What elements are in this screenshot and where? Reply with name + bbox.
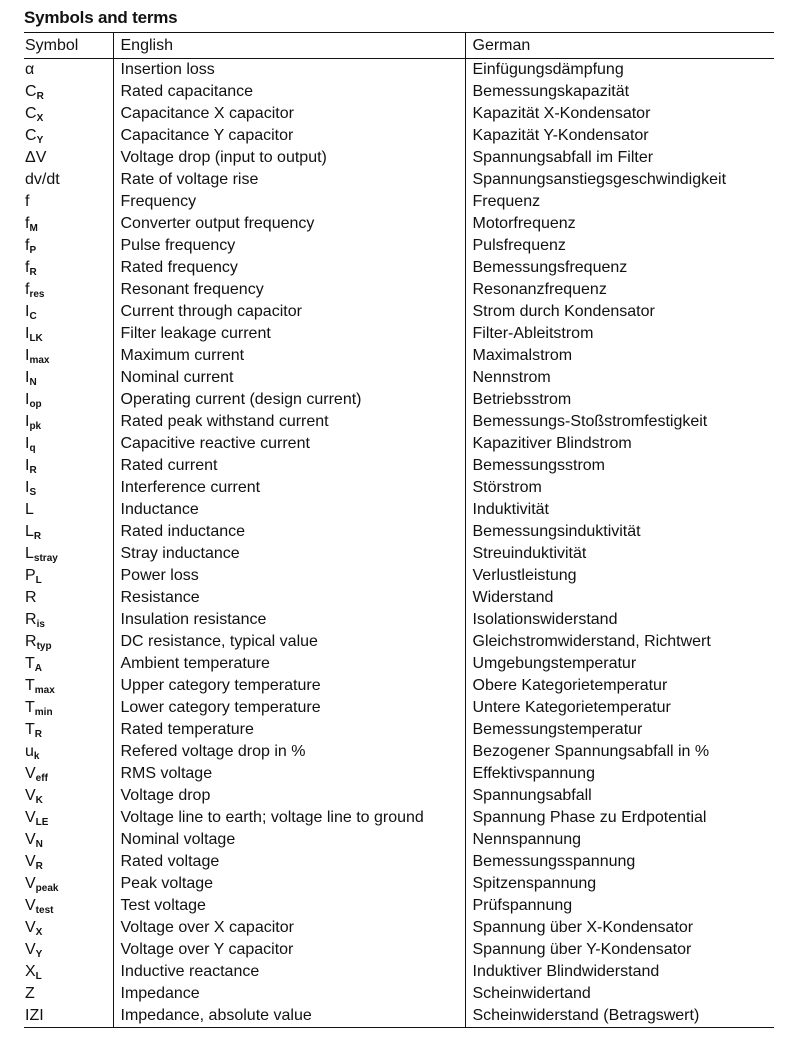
symbol-main: Z [25,985,35,1002]
english-term: Insulation resistance [113,609,465,631]
german-term: Nennspannung [465,829,774,851]
table-row [24,499,774,521]
german-term: Bemessungstemperatur [465,719,774,741]
symbol-cell [24,785,113,807]
table-row [24,389,774,411]
symbol-cell [24,345,113,367]
table-row [24,587,774,609]
page-title: Symbols and terms [24,8,178,27]
english-term: Operating current (design current) [113,389,465,411]
symbol-main: V [25,897,36,914]
symbol-main: α [25,61,35,78]
symbol-cell [24,851,113,873]
english-term: Voltage over Y capacitor [113,939,465,961]
table-row [24,829,774,851]
symbol-main: f [25,259,30,276]
german-term: Kapazität Y-Kondensator [465,125,774,147]
table-row [24,653,774,675]
german-term: Untere Kategorietemperatur [465,697,774,719]
symbol-main: V [25,941,36,958]
symbol-subscript: N [29,377,37,388]
symbol-main: ΔV [25,149,47,166]
table-row [24,477,774,499]
symbol-cell [24,191,113,213]
symbol-cell [24,983,113,1005]
table-row [24,169,774,191]
english-term: Interference current [113,477,465,499]
symbol-cell [24,125,113,147]
table-row [24,763,774,785]
symbol-main: C [25,105,37,122]
symbol-cell [24,719,113,741]
german-term: Gleichstromwiderstand, Richtwert [465,631,774,653]
symbol-subscript: M [29,223,38,234]
english-term: Capacitance X capacitor [113,103,465,125]
symbol-cell [24,961,113,983]
symbol-subscript: R [35,861,43,872]
german-term: Nennstrom [465,367,774,389]
table-row [24,785,774,807]
german-term: Bemessungs-Stoßstromfestigkeit [465,411,774,433]
english-term: Inductive reactance [113,961,465,983]
german-term: Störstrom [465,477,774,499]
english-term: Rated peak withstand current [113,411,465,433]
table-row [24,697,774,719]
german-term: Obere Kategorietemperatur [465,675,774,697]
symbol-subscript: LE [35,817,49,828]
english-term: Rated current [113,455,465,477]
symbol-cell [24,873,113,895]
english-term: Pulse frequency [113,235,465,257]
symbol-cell [24,455,113,477]
english-term: Filter leakage current [113,323,465,345]
english-term: Peak voltage [113,873,465,895]
symbol-subscript: R [29,267,37,278]
table-body [24,59,774,1028]
symbol-cell [24,565,113,587]
symbol-cell [24,169,113,191]
symbol-main: I [25,347,30,364]
english-term: Ambient temperature [113,653,465,675]
symbol-cell [24,367,113,389]
symbol-subscript: stray [33,553,58,564]
german-term: Spitzenspannung [465,873,774,895]
german-term: Verlustleistung [465,565,774,587]
symbol-cell [24,235,113,257]
symbol-subscript: peak [35,883,59,894]
english-term: DC resistance, typical value [113,631,465,653]
english-term: Resistance [113,587,465,609]
english-term: Impedance, absolute value [113,1005,465,1028]
symbol-main: V [25,919,36,936]
symbol-subscript: test [35,905,54,916]
symbol-main: L [25,545,34,562]
symbol-cell [24,741,113,763]
symbol-cell [24,323,113,345]
english-term: Rated inductance [113,521,465,543]
symbol-main: I [25,479,30,496]
symbol-main: T [25,699,35,716]
table-row [24,543,774,565]
german-term: Kapazität X-Kondensator [465,103,774,125]
english-term: Insertion loss [113,59,465,82]
german-term: Strom durch Kondensator [465,301,774,323]
symbol-main: T [25,721,35,738]
symbol-cell [24,103,113,125]
table-row [24,367,774,389]
table-row [24,873,774,895]
german-term: Bemessungsspannung [465,851,774,873]
symbol-cell [24,917,113,939]
symbol-main: R [25,611,37,628]
symbol-subscript: C [29,311,37,322]
german-term: Spannung über X-Kondensator [465,917,774,939]
table-row [24,323,774,345]
table-row [24,103,774,125]
symbol-main: T [25,655,35,672]
symbol-main: I [25,303,30,320]
german-term: Filter-Ableitstrom [465,323,774,345]
header-german: German [465,33,774,59]
symbol-main: u [25,743,34,760]
german-term: Kapazitiver Blindstrom [465,433,774,455]
symbol-subscript: max [29,355,50,366]
english-term: Voltage line to earth; voltage line to ground [113,807,465,829]
german-term: Maximalstrom [465,345,774,367]
german-term: Spannungsabfall im Filter [465,147,774,169]
symbol-cell [24,653,113,675]
symbol-subscript: A [34,663,43,674]
table-row [24,609,774,631]
english-term: Voltage over X capacitor [113,917,465,939]
table-row [24,455,774,477]
symbol-main: L [25,523,34,540]
table-row [24,59,774,82]
symbol-subscript: S [29,487,37,498]
table-row [24,895,774,917]
english-term: Current through capacitor [113,301,465,323]
german-term: Streuinduktivität [465,543,774,565]
english-term: Rated frequency [113,257,465,279]
symbol-subscript: q [29,443,36,454]
english-term: Impedance [113,983,465,1005]
english-term: Lower category temperature [113,697,465,719]
table-row [24,257,774,279]
german-term: Motorfrequenz [465,213,774,235]
symbol-cell [24,587,113,609]
symbol-cell [24,411,113,433]
symbol-cell [24,499,113,521]
german-term: Bemessungskapazität [465,81,774,103]
english-term: Rated voltage [113,851,465,873]
symbol-subscript: R [36,91,44,102]
symbol-main: V [25,875,36,892]
table-row [24,961,774,983]
symbol-cell [24,213,113,235]
table-row [24,345,774,367]
symbol-subscript: Y [35,949,43,960]
symbol-subscript: LK [29,333,43,344]
symbol-main: X [25,963,36,980]
table-row [24,917,774,939]
symbol-cell [24,631,113,653]
symbol-subscript: X [36,113,44,124]
english-term: Resonant frequency [113,279,465,301]
symbol-subscript: min [34,707,53,718]
table-row [24,1005,774,1028]
symbol-main: V [25,853,36,870]
table-row [24,235,774,257]
symbol-cell [24,543,113,565]
symbol-subscript: N [35,839,43,850]
german-term: Spannung über Y-Kondensator [465,939,774,961]
symbol-cell [24,829,113,851]
english-term: Rated capacitance [113,81,465,103]
german-term: Resonanzfrequenz [465,279,774,301]
symbol-subscript: R [29,465,37,476]
english-term: Nominal current [113,367,465,389]
symbol-cell [24,521,113,543]
english-term: Converter output frequency [113,213,465,235]
header-row [24,33,774,59]
english-term: Frequency [113,191,465,213]
german-term: Widerstand [465,587,774,609]
english-term: Rate of voltage rise [113,169,465,191]
symbol-subscript: res [29,289,45,300]
symbol-subscript: eff [35,773,48,784]
symbol-main: V [25,831,36,848]
symbol-main: L [25,501,34,518]
symbol-cell [24,59,113,82]
symbol-main: V [25,809,36,826]
table-row [24,851,774,873]
german-term: Bemessungsfrequenz [465,257,774,279]
table-row [24,521,774,543]
german-term: Induktiver Blindwiderstand [465,961,774,983]
symbol-main: V [25,765,36,782]
english-term: Nominal voltage [113,829,465,851]
english-term: RMS voltage [113,763,465,785]
symbol-main: I [25,369,30,386]
symbol-subscript: L [35,575,42,586]
symbol-subscript: K [35,795,43,806]
symbol-subscript: P [29,245,37,256]
german-term: Frequenz [465,191,774,213]
symbol-main: I [25,413,30,430]
symbol-cell [24,477,113,499]
table-row [24,983,774,1005]
symbol-cell [24,939,113,961]
symbol-subscript: is [36,619,45,630]
german-term: Effektivspannung [465,763,774,785]
symbol-cell [24,609,113,631]
table-row [24,741,774,763]
table-row [24,301,774,323]
header-symbol: Symbol [24,33,113,59]
table-row [24,213,774,235]
symbol-main: IZI [25,1007,44,1024]
english-term: Power loss [113,565,465,587]
symbol-main: T [25,677,35,694]
symbol-main: P [25,567,36,584]
english-term: Maximum current [113,345,465,367]
symbol-subscript: k [33,751,40,762]
symbol-cell [24,1005,113,1028]
table-row [24,939,774,961]
table-row [24,433,774,455]
english-term: Refered voltage drop in % [113,741,465,763]
german-term: Induktivität [465,499,774,521]
table-row [24,565,774,587]
symbol-main: C [25,127,37,144]
table-row [24,125,774,147]
symbol-main: f [25,193,30,210]
german-term: Spannungsanstiegsgeschwindigkeit [465,169,774,191]
symbols-table [24,32,774,1028]
symbol-main: f [25,281,30,298]
header-english: English [113,33,465,59]
symbol-subscript: pk [29,421,42,432]
german-term: Scheinwidertand [465,983,774,1005]
symbol-subscript: Y [36,135,44,146]
table-row [24,147,774,169]
table-row [24,279,774,301]
symbol-main: f [25,215,30,232]
table-row [24,191,774,213]
english-term: Voltage drop [113,785,465,807]
table-row [24,807,774,829]
table-row [24,81,774,103]
symbol-subscript: max [34,685,55,696]
german-term: Bezogener Spannungsabfall in % [465,741,774,763]
symbol-cell [24,763,113,785]
symbol-cell [24,147,113,169]
english-term: Test voltage [113,895,465,917]
symbol-subscript: typ [36,641,52,652]
symbol-subscript: R [34,729,43,740]
symbol-main: f [25,237,30,254]
german-term: Umgebungstemperatur [465,653,774,675]
symbol-subscript: L [35,971,42,982]
symbol-cell [24,675,113,697]
symbol-subscript: op [29,399,42,410]
table-row [24,631,774,653]
symbol-cell [24,807,113,829]
german-term: Scheinwiderstand (Betragswert) [465,1005,774,1028]
symbol-subscript: R [33,531,42,542]
english-term: Rated temperature [113,719,465,741]
german-term: Spannungsabfall [465,785,774,807]
symbol-main: I [25,325,30,342]
symbol-cell [24,81,113,103]
german-term: Spannung Phase zu Erdpotential [465,807,774,829]
english-term: Upper category temperature [113,675,465,697]
german-term: Isolationswiderstand [465,609,774,631]
symbol-cell [24,433,113,455]
symbol-cell [24,895,113,917]
symbol-cell [24,389,113,411]
symbol-main: I [25,435,30,452]
english-term: Capacitive reactive current [113,433,465,455]
table-row [24,411,774,433]
symbol-cell [24,301,113,323]
table-row [24,675,774,697]
symbol-main: R [25,633,37,650]
german-term: Prüfspannung [465,895,774,917]
symbol-cell [24,279,113,301]
german-term: Betriebsstrom [465,389,774,411]
symbol-subscript: X [35,927,43,938]
symbol-main: I [25,457,30,474]
symbol-cell [24,257,113,279]
symbol-cell [24,697,113,719]
german-term: Pulsfrequenz [465,235,774,257]
symbol-main: dv/dt [25,171,60,188]
english-term: Capacitance Y capacitor [113,125,465,147]
english-term: Inductance [113,499,465,521]
symbol-main: C [25,83,37,100]
symbol-main: I [25,391,30,408]
table-row [24,719,774,741]
german-term: Einfügungsdämpfung [465,59,774,82]
german-term: Bemessungsstrom [465,455,774,477]
symbol-main: R [25,589,37,606]
english-term: Voltage drop (input to output) [113,147,465,169]
german-term: Bemessungsinduktivität [465,521,774,543]
symbol-main: V [25,787,36,804]
english-term: Stray inductance [113,543,465,565]
